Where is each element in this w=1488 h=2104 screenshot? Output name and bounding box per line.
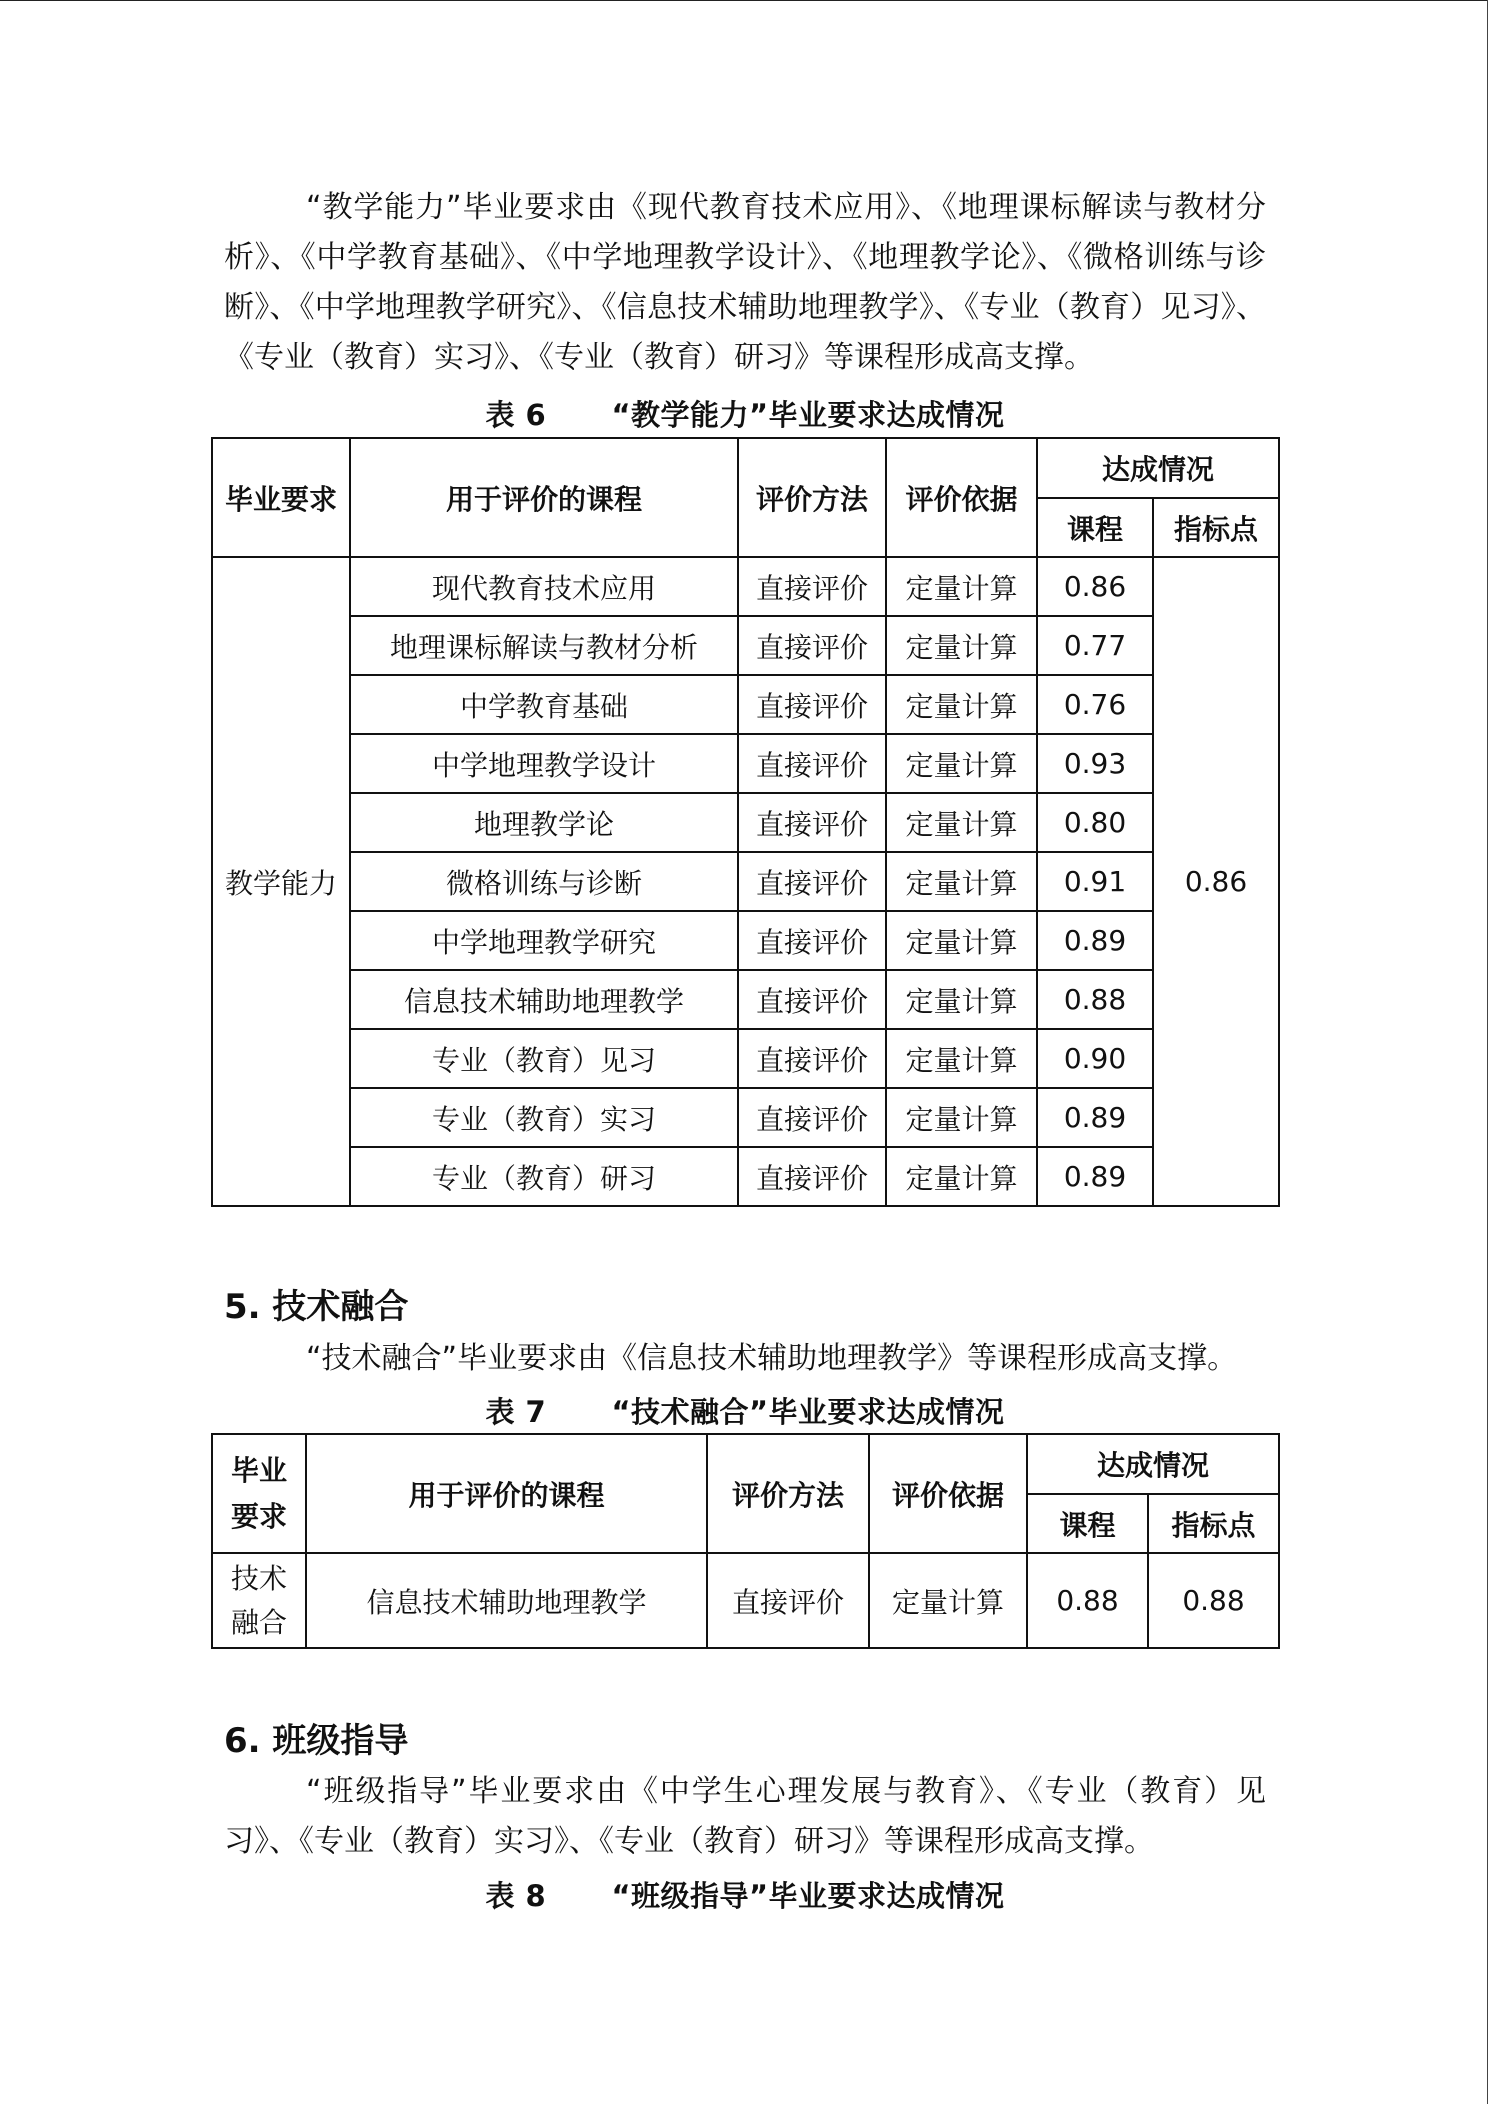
tech-fusion-paragraph [224, 1334, 1266, 1384]
teaching-ability-paragraph [224, 183, 1266, 383]
table8-caption-number: 表 8 [485, 1879, 547, 1913]
table7-requirement-line1: 技术 [230, 1561, 287, 1595]
table7-indicator-cell: 0.88 [1148, 1553, 1279, 1648]
section5-heading: 5. 技术融合 [224, 1287, 409, 1327]
table7-header-course: 用于评价的课程 [306, 1434, 707, 1553]
table8-caption-title: “班级指导”毕业要求达成情况 [611, 1879, 1005, 1913]
table6-course-cell: 地理课标解读与教材分析 [350, 616, 738, 675]
table6-basis-cell: 定量计算 [886, 557, 1037, 616]
table6-course-cell: 中学地理教学设计 [350, 734, 738, 793]
table6-value-cell: 0.86 [1037, 557, 1153, 616]
table6-basis-cell: 定量计算 [886, 852, 1037, 911]
table6-basis-cell: 定量计算 [886, 970, 1037, 1029]
class-guidance-text: “班级指导”毕业要求由《中学生心理发展与教育》、《专业（教育）见习》、《专业（教育）实习》、《专业（教育）研习》等课程形成高支撑。 [224, 1774, 1266, 1859]
section6-heading: 6. 班级指导 [224, 1721, 409, 1761]
table7-requirement-line2: 融合 [230, 1605, 287, 1639]
table6-method-cell: 直接评价 [738, 675, 886, 734]
table6-row [212, 793, 1279, 852]
table6-basis-cell: 定量计算 [886, 1029, 1037, 1088]
table6-row [212, 557, 1279, 616]
page-top-border [0, 0, 1488, 1]
table7-header-achievement: 达成情况 [1027, 1434, 1279, 1494]
table6-basis-cell: 定量计算 [886, 734, 1037, 793]
table6-header-course-value: 课程 [1037, 498, 1153, 557]
table6-basis-cell: 定量计算 [886, 616, 1037, 675]
table6-method-cell: 直接评价 [738, 734, 886, 793]
table7-caption [224, 1390, 1266, 1431]
table6-course-cell: 专业（教育）实习 [350, 1088, 738, 1147]
table6-course-cell: 中学地理教学研究 [350, 911, 738, 970]
table6-row [212, 1088, 1279, 1147]
table6-method-cell: 直接评价 [738, 793, 886, 852]
table6-basis-cell: 定量计算 [886, 911, 1037, 970]
table6-header-basis: 评价依据 [886, 438, 1037, 557]
table6-value-cell: 0.91 [1037, 852, 1153, 911]
table6-body [212, 557, 1279, 1206]
table6-method-cell: 直接评价 [738, 616, 886, 675]
table7-caption-number: 表 7 [485, 1395, 547, 1429]
table6-row [212, 616, 1279, 675]
table7-course-cell: 信息技术辅助地理教学 [306, 1553, 707, 1648]
table6-header-course: 用于评价的课程 [350, 438, 738, 557]
table6-course-cell: 专业（教育）见习 [350, 1029, 738, 1088]
table6-basis-cell: 定量计算 [886, 675, 1037, 734]
table6-value-cell: 0.80 [1037, 793, 1153, 852]
table6-header-method: 评价方法 [738, 438, 886, 557]
class-guidance-paragraph [224, 1767, 1266, 1867]
table6-header-indicator: 指标点 [1153, 498, 1279, 557]
table6-basis-cell: 定量计算 [886, 793, 1037, 852]
table7-caption-title: “技术融合”毕业要求达成情况 [611, 1395, 1005, 1429]
table7-value-cell: 0.88 [1027, 1553, 1148, 1648]
table7-header-method: 评价方法 [707, 1434, 869, 1553]
table7-header-indicator: 指标点 [1148, 1494, 1279, 1553]
table6-basis-cell: 定量计算 [886, 1088, 1037, 1147]
table6 [211, 437, 1280, 1207]
table6-course-cell: 中学教育基础 [350, 675, 738, 734]
table6-row [212, 1029, 1279, 1088]
table6-course-cell: 地理教学论 [350, 793, 738, 852]
table7-method-cell: 直接评价 [707, 1553, 869, 1648]
table6-value-cell: 0.90 [1037, 1029, 1153, 1088]
table6-value-cell: 0.76 [1037, 675, 1153, 734]
table7-header-course-value: 课程 [1027, 1494, 1148, 1553]
table6-value-cell: 0.89 [1037, 911, 1153, 970]
table6-value-cell: 0.89 [1037, 1088, 1153, 1147]
tech-fusion-text: “技术融合”毕业要求由《信息技术辅助地理教学》等课程形成高支撑。 [306, 1341, 1238, 1376]
table6-course-cell: 微格训练与诊断 [350, 852, 738, 911]
table6-value-cell: 0.77 [1037, 616, 1153, 675]
table6-row [212, 675, 1279, 734]
table7-header-requirement [212, 1434, 306, 1553]
table7-requirement-cell [212, 1553, 306, 1648]
table6-method-cell: 直接评价 [738, 1147, 886, 1206]
table6-value-cell: 0.89 [1037, 1147, 1153, 1206]
table6-row [212, 734, 1279, 793]
table6-course-cell: 信息技术辅助地理教学 [350, 970, 738, 1029]
table6-caption-title: “教学能力”毕业要求达成情况 [611, 398, 1005, 432]
table6-row [212, 911, 1279, 970]
table6-requirement-cell: 教学能力 [212, 557, 350, 1206]
table7 [211, 1433, 1280, 1649]
table7-header-requirement-line1: 毕业 [230, 1453, 287, 1487]
table8-caption [224, 1874, 1266, 1915]
teaching-ability-text: “教学能力”毕业要求由《现代教育技术应用》、《地理课标解读与教材分析》、《中学教育基础》、《中学地理教学设计》、《地理教学论》、《微格训练与诊断》、《中学地理教学研究》、《信息技术辅助地理教学》、《专业（教育）见习》、《专业（教育）实习》、《专业（教育）研习》等课程形成高支撑。 [224, 190, 1266, 375]
table7-header-requirement-line2: 要求 [230, 1499, 287, 1533]
table6-method-cell: 直接评价 [738, 852, 886, 911]
table6-caption-number: 表 6 [485, 398, 547, 432]
table6-course-cell: 专业（教育）研习 [350, 1147, 738, 1206]
table6-method-cell: 直接评价 [738, 970, 886, 1029]
table6-course-cell: 现代教育技术应用 [350, 557, 738, 616]
table6-value-cell: 0.88 [1037, 970, 1153, 1029]
table6-method-cell: 直接评价 [738, 557, 886, 616]
table6-row [212, 852, 1279, 911]
table6-value-cell: 0.93 [1037, 734, 1153, 793]
table6-method-cell: 直接评价 [738, 1029, 886, 1088]
table6-indicator-cell: 0.86 [1153, 557, 1279, 1206]
table6-header-requirement: 毕业要求 [212, 438, 350, 557]
table6-caption [224, 393, 1266, 434]
table6-basis-cell: 定量计算 [886, 1147, 1037, 1206]
table6-method-cell: 直接评价 [738, 911, 886, 970]
table7-basis-cell: 定量计算 [869, 1553, 1027, 1648]
table6-row [212, 970, 1279, 1029]
table6-row [212, 1147, 1279, 1206]
table6-header-achievement: 达成情况 [1037, 438, 1279, 498]
table7-header-basis: 评价依据 [869, 1434, 1027, 1553]
table6-method-cell: 直接评价 [738, 1088, 886, 1147]
